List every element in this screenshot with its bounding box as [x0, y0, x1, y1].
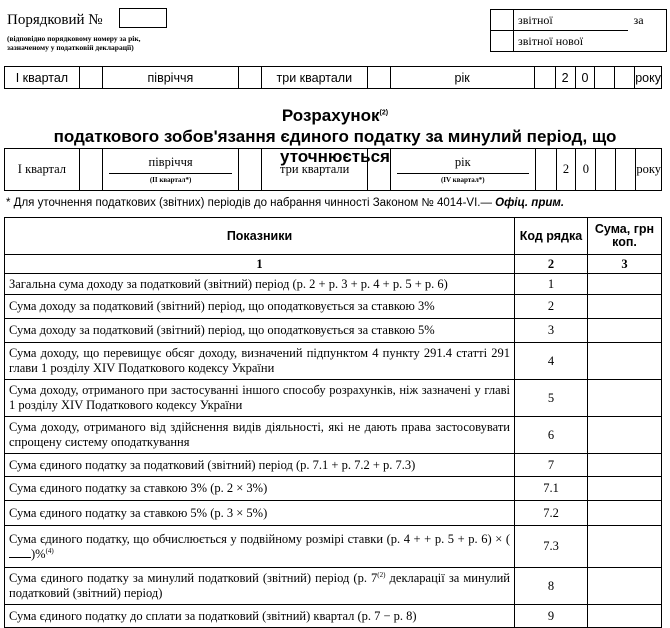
type-label-new: звітної нової — [514, 31, 628, 52]
type-suffix: за — [628, 10, 667, 31]
serial-number-field[interactable] — [119, 8, 167, 28]
row-code: 7.2 — [515, 501, 588, 526]
row-sum-field[interactable] — [588, 501, 662, 526]
type-checkbox-reporting[interactable] — [491, 10, 514, 31]
row-sum-field[interactable] — [588, 568, 662, 605]
table-row — [5, 605, 662, 628]
table-row — [5, 417, 662, 454]
row-indicator: Сума доходу за податковий (звітний) період, що оподатковується за ставкою 5% — [5, 319, 515, 343]
type-label-reporting: звітної — [514, 10, 628, 31]
row-code: 7.1 — [515, 477, 588, 501]
table-row — [5, 343, 662, 380]
row-indicator: Сума доходу, що перевищує обсяг доходу, визначений підпунктом 4 пункту 291.4 статті 291 глави 1 розділу XIV Податкового кодексу України — [5, 343, 515, 380]
header-amount: Сума, грн коп. — [588, 218, 662, 255]
table-row — [5, 295, 662, 319]
row-code: 5 — [515, 380, 588, 417]
form-title: Розрахунок$^{(2)}$ — [281, 106, 389, 125]
serial-number-label: Порядковий № — [7, 12, 103, 28]
row-indicator: Сума доходу за податковий (звітний) період, що оподатковується за ставкою 3% — [5, 295, 515, 319]
year-digit-field[interactable] — [616, 149, 636, 191]
period2-half-note: (ІІ квартал*) — [109, 173, 233, 184]
row-code: 7.3 — [515, 526, 588, 568]
row-code: 3 — [515, 319, 588, 343]
row-indicator: Сума єдиного податку за минулий податковий (звітний) період (р. 7$^{(2)}$ декларації за минулий податковий (звітний) період) — [5, 568, 515, 605]
type-checkbox-new[interactable] — [491, 31, 514, 52]
period2-year — [390, 149, 535, 191]
period2-half-label: півріччя — [148, 155, 193, 169]
row-code: 2 — [515, 295, 588, 319]
period1-year-suffix: року — [635, 67, 662, 89]
year-digit-field[interactable] — [615, 67, 635, 89]
table-row — [5, 274, 662, 295]
header-line-code: Код рядка — [515, 218, 588, 255]
row-indicator: Сума єдиного податку, що обчислюється у подвійному розмірі ставки (р. 4 + + р. 5 + р. 6) × ()%$^{(4)}$ — [5, 526, 515, 568]
row-code: 7 — [515, 454, 588, 477]
period1-q1-box[interactable] — [79, 67, 102, 89]
period1-half-box[interactable] — [239, 67, 262, 89]
col-number: 2 — [515, 255, 588, 274]
row-code: 8 — [515, 568, 588, 605]
table-row — [5, 526, 662, 568]
period1-half: півріччя — [102, 67, 238, 89]
row-indicator: Сума доходу, отриманого при застосуванні іншого способу розрахунків, ніж зазначені у главі 1 розділу XIV Податкового кодексу України — [5, 380, 515, 417]
period-selector-1 — [4, 66, 662, 89]
row-code: 4 — [515, 343, 588, 380]
row-sum-field[interactable] — [588, 319, 662, 343]
period2-half — [102, 149, 239, 191]
table-row — [5, 501, 662, 526]
row-indicator: Сума єдиного податку за ставкою 3% (р. 2 × 3%) — [5, 477, 515, 501]
period2-q1: І квартал — [5, 149, 80, 191]
row-sum-field[interactable] — [588, 605, 662, 628]
table-row — [5, 380, 662, 417]
report-type-table — [490, 9, 667, 52]
period1-year: рік — [390, 67, 534, 89]
period2-year-box[interactable] — [535, 149, 556, 191]
row-indicator: Сума єдиного податку за ставкою 5% (р. 3 × 5%) — [5, 501, 515, 526]
serial-number-note: (відповідно порядковому номеру за рік, зазначеному у податковій декларації) — [7, 34, 141, 52]
row-sum-field[interactable] — [588, 454, 662, 477]
row-sum-field[interactable] — [588, 295, 662, 319]
period2-year-note: (IV квартал*) — [397, 173, 529, 184]
form-subtitle: податкового зобов'язання єдиного податку за минулий період, що уточнюється — [53, 127, 617, 166]
row-sum-field[interactable] — [588, 417, 662, 454]
period2-year-suffix: року — [636, 149, 662, 191]
period1-three-quarters-box[interactable] — [367, 67, 390, 89]
period2-three-quarters-box[interactable] — [368, 149, 391, 191]
row-sum-field[interactable] — [588, 526, 662, 568]
table-row — [5, 477, 662, 501]
header-indicators: Показники — [5, 218, 515, 255]
row-sum-field[interactable] — [588, 380, 662, 417]
year-digit: 0 — [576, 149, 596, 191]
table-row — [5, 319, 662, 343]
footnote: * Для уточнення податкових (звітних) періодів до набрання чинності Законом № 4014-VI.— Офіц. прим. — [6, 197, 565, 209]
table-row — [5, 568, 662, 605]
period1-three-quarters: три квартали — [261, 67, 367, 89]
row-indicator: Сума єдиного податку за податковий (звітний) період (р. 7.1 + р. 7.2 + р. 7.3) — [5, 454, 515, 477]
period-selector-2 — [4, 148, 662, 191]
year-digit: 2 — [555, 67, 575, 89]
period2-three-quarters: три квартали — [262, 149, 368, 191]
indicators-table — [4, 217, 662, 628]
year-digit: 0 — [575, 67, 595, 89]
row-code: 1 — [515, 274, 588, 295]
period2-half-box[interactable] — [239, 149, 262, 191]
row-code: 6 — [515, 417, 588, 454]
row-indicator: Загальна сума доходу за податковий (звітний) період (р. 2 + р. 3 + р. 4 + р. 5 + р. 6) — [5, 274, 515, 295]
col-number: 1 — [5, 255, 515, 274]
row-indicator: Сума єдиного податку до сплати за податковий (звітний) квартал (р. 7 − р. 8) — [5, 605, 515, 628]
year-digit-field[interactable] — [595, 67, 615, 89]
rate-blank-field[interactable] — [9, 548, 31, 558]
col-number: 3 — [588, 255, 662, 274]
period2-q1-box[interactable] — [79, 149, 102, 191]
period1-year-box[interactable] — [534, 67, 555, 89]
row-code: 9 — [515, 605, 588, 628]
row-sum-field[interactable] — [588, 477, 662, 501]
row-sum-field[interactable] — [588, 343, 662, 380]
table-row — [5, 454, 662, 477]
row-sum-field[interactable] — [588, 274, 662, 295]
period1-q1: І квартал — [5, 67, 80, 89]
period2-year-label: рік — [454, 155, 471, 169]
year-digit-field[interactable] — [596, 149, 616, 191]
year-digit: 2 — [556, 149, 576, 191]
row-indicator: Сума доходу, отриманого від здійснення видів діяльності, які не дають права застосовувати спрощену систему оподаткування — [5, 417, 515, 454]
